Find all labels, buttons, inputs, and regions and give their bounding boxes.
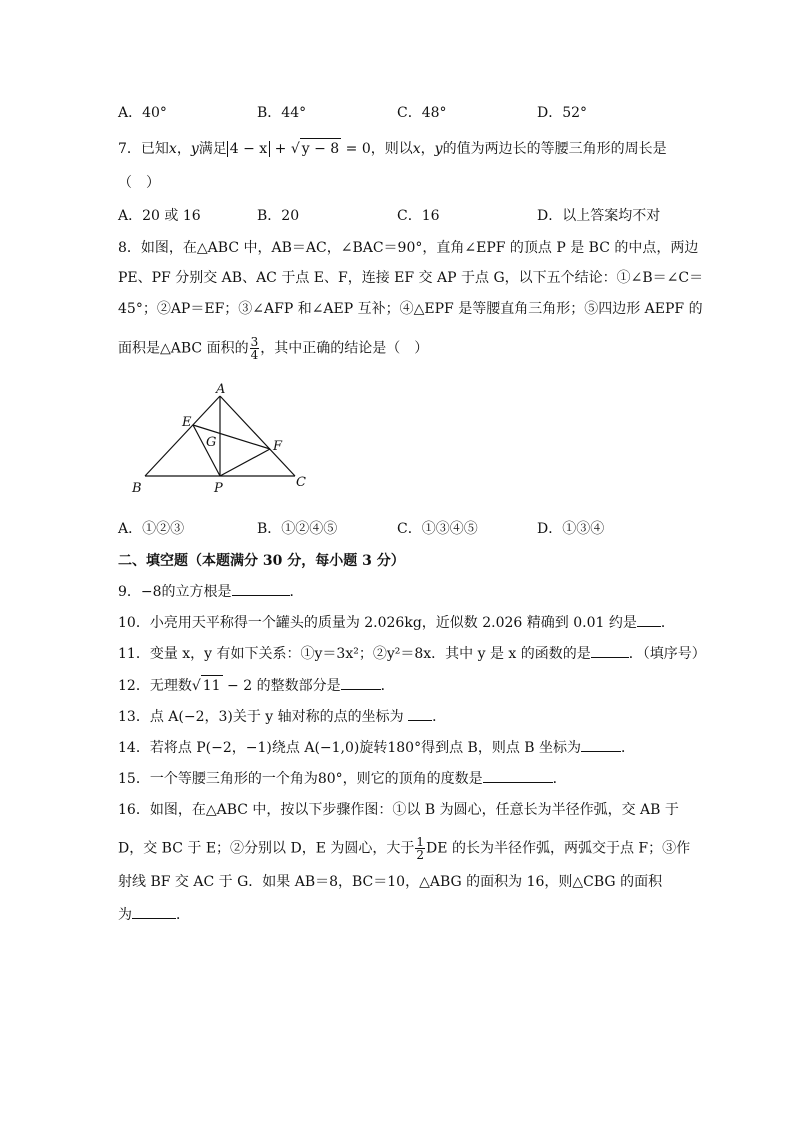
q15-end: ． <box>552 771 567 787</box>
section-heading: 二、填空题（本题满分 30 分，每小题 3 分） <box>118 553 405 569</box>
q7-option-d: D．以上答案均不对 <box>537 208 661 224</box>
q16-line-3: 射线 BF 交 AC 于 G．如果 AB＝8，BC＝10，△ABG 的面积为 16，则△CBG 的面积 <box>118 874 663 890</box>
q8-option-a: A．①②③ <box>118 521 185 537</box>
answer-blank <box>591 643 629 658</box>
answer-blank <box>232 581 290 596</box>
q12-end: ． <box>380 678 395 694</box>
answer-blank <box>637 612 661 627</box>
q6-option-b: B．44° <box>257 105 307 121</box>
answer-blank <box>132 904 176 919</box>
q8-line-4 <box>118 336 428 361</box>
q16-line-1: 16．如图，在△ABC 中，按以下步骤作图：①以 B 为圆心，任意长为半径作弧，交 AB 于 <box>118 802 679 818</box>
answer-blank <box>408 706 432 721</box>
q10-end: ． <box>660 615 675 631</box>
q8-line-4-text: 面积是△ABC 面积的 <box>118 340 249 357</box>
label-p: P <box>214 481 223 496</box>
q7-var-y: y <box>190 141 199 157</box>
q7-plus: + <box>270 141 291 157</box>
q7-option-b: B．20 <box>257 208 300 224</box>
q13-end: ． <box>432 709 447 725</box>
question-14 <box>118 737 635 758</box>
q8-line-2: PE、PF 分别交 AB、AC 于点 E、F，连接 EF 交 AP 于点 G，以下五个结论：①∠B＝∠C＝ <box>118 270 704 286</box>
question-15 <box>118 768 567 789</box>
question-10 <box>118 612 675 633</box>
q12-text: 12．无理数 <box>118 678 192 694</box>
label-e: E <box>182 415 192 430</box>
q7-var-x: x <box>168 141 177 157</box>
q7-paren: （ ） <box>118 175 160 191</box>
q14-text: 14．若将点 P(−2，−1)绕点 A(−1,0)旋转180°得到点 B，则点 B 坐标为 <box>118 740 582 756</box>
answer-blank <box>341 675 381 690</box>
q8-option-c: C．①③④⑤ <box>397 521 478 537</box>
radical-sign: √ <box>290 141 300 157</box>
answer-blank <box>581 737 621 752</box>
q7-sqrt-expr: y − 8 <box>300 138 341 159</box>
q6-option-a: A．40° <box>118 105 167 121</box>
q8-line-1: 8．如图，在△ABC 中，AB＝AC，∠BAC＝90°，直角∠EPF 的顶点 P 是 BC 的中点，两边 <box>118 240 699 256</box>
q13-text: 13．点 A(−2，3)关于 y 轴对称的点的坐标为 <box>118 709 409 725</box>
q16-line-2 <box>118 836 690 861</box>
q7-comma2: ， <box>420 141 435 157</box>
q7-option-a: A．20 或 16 <box>118 208 201 224</box>
label-c: C <box>296 475 306 490</box>
q7-eq: = 0，则以 <box>341 141 413 157</box>
label-g: G <box>206 435 217 450</box>
question-12 <box>118 675 395 696</box>
q7-var-x2: x <box>412 141 421 157</box>
q14-end: ． <box>621 740 636 756</box>
q9-end: ． <box>289 584 304 600</box>
q7-mid: 满足 <box>198 141 227 157</box>
q8-option-d: D．①③④ <box>537 521 605 537</box>
q16-end: ． <box>176 907 190 923</box>
question-11 <box>118 643 706 664</box>
q16-line-4 <box>118 904 190 925</box>
label-b: B <box>132 481 142 496</box>
q16-line-2-text: D，交 BC 于 E；②分别以 D，E 为圆心，大于 <box>118 840 415 857</box>
q8-option-b: B．①②④⑤ <box>257 521 338 537</box>
question-9 <box>118 581 304 602</box>
fraction-one-half <box>415 836 425 861</box>
frac-numerator: 1 <box>416 835 425 849</box>
q7-var-y2: y <box>434 141 443 157</box>
frac-numerator: 3 <box>250 335 259 349</box>
q7-abs-expr: 4 − x <box>227 141 270 157</box>
q7-prefix: 7．已知 <box>118 141 169 157</box>
q11-text: 11．变量 x，y 有如下关系：①y＝3x²；②y²＝8x．其中 y 是 x 的函数的是 <box>118 646 591 662</box>
frac-denominator: 2 <box>416 848 425 862</box>
q16-line-4-text: 为 <box>118 907 132 923</box>
q7-suffix: 的值为两边长的等腰三角形的周长是 <box>442 141 667 157</box>
segment-pf <box>220 449 270 476</box>
q8-line-3: 45°；②AP＝EF；③∠AFP 和∠AEP 互补；④△EPF 是等腰直角三角形；⑤四边形 AEPF 的 <box>118 301 703 317</box>
frac-denominator: 4 <box>250 348 259 362</box>
question-13 <box>118 706 446 727</box>
answer-blank <box>483 768 553 783</box>
label-a: A <box>216 382 226 397</box>
radical-sign: √ <box>191 678 201 694</box>
side-ac <box>220 396 295 476</box>
q10-text: 10．小亮用天平称得一个罐头的质量为 2.026kg，近似数 2.026 精确到 0.01 约是 <box>118 615 637 631</box>
q15-text: 15．一个等腰三角形的一个角为80°，则它的顶角的度数是 <box>118 771 483 787</box>
fraction-three-quarters <box>250 336 260 361</box>
q16-line-2-end: DE 的长为半径作弧，两弧交于点 F；③作 <box>426 840 691 857</box>
question-7 <box>118 138 667 159</box>
q12-radicand: 11 <box>201 675 223 696</box>
triangle-figure <box>128 380 318 498</box>
q12-text-b: − 2 的整数部分是 <box>222 678 341 694</box>
q9-text: 9．−8的立方根是 <box>118 584 232 600</box>
label-f: F <box>273 439 283 454</box>
q11-end: ．（填序号） <box>628 646 706 662</box>
q7-option-c: C．16 <box>397 208 440 224</box>
q8-line-4-end: ，其中正确的结论是（ ） <box>260 340 429 357</box>
q6-option-c: C．48° <box>397 105 447 121</box>
q6-option-d: D．52° <box>537 105 588 121</box>
q7-comma: ， <box>176 141 191 157</box>
